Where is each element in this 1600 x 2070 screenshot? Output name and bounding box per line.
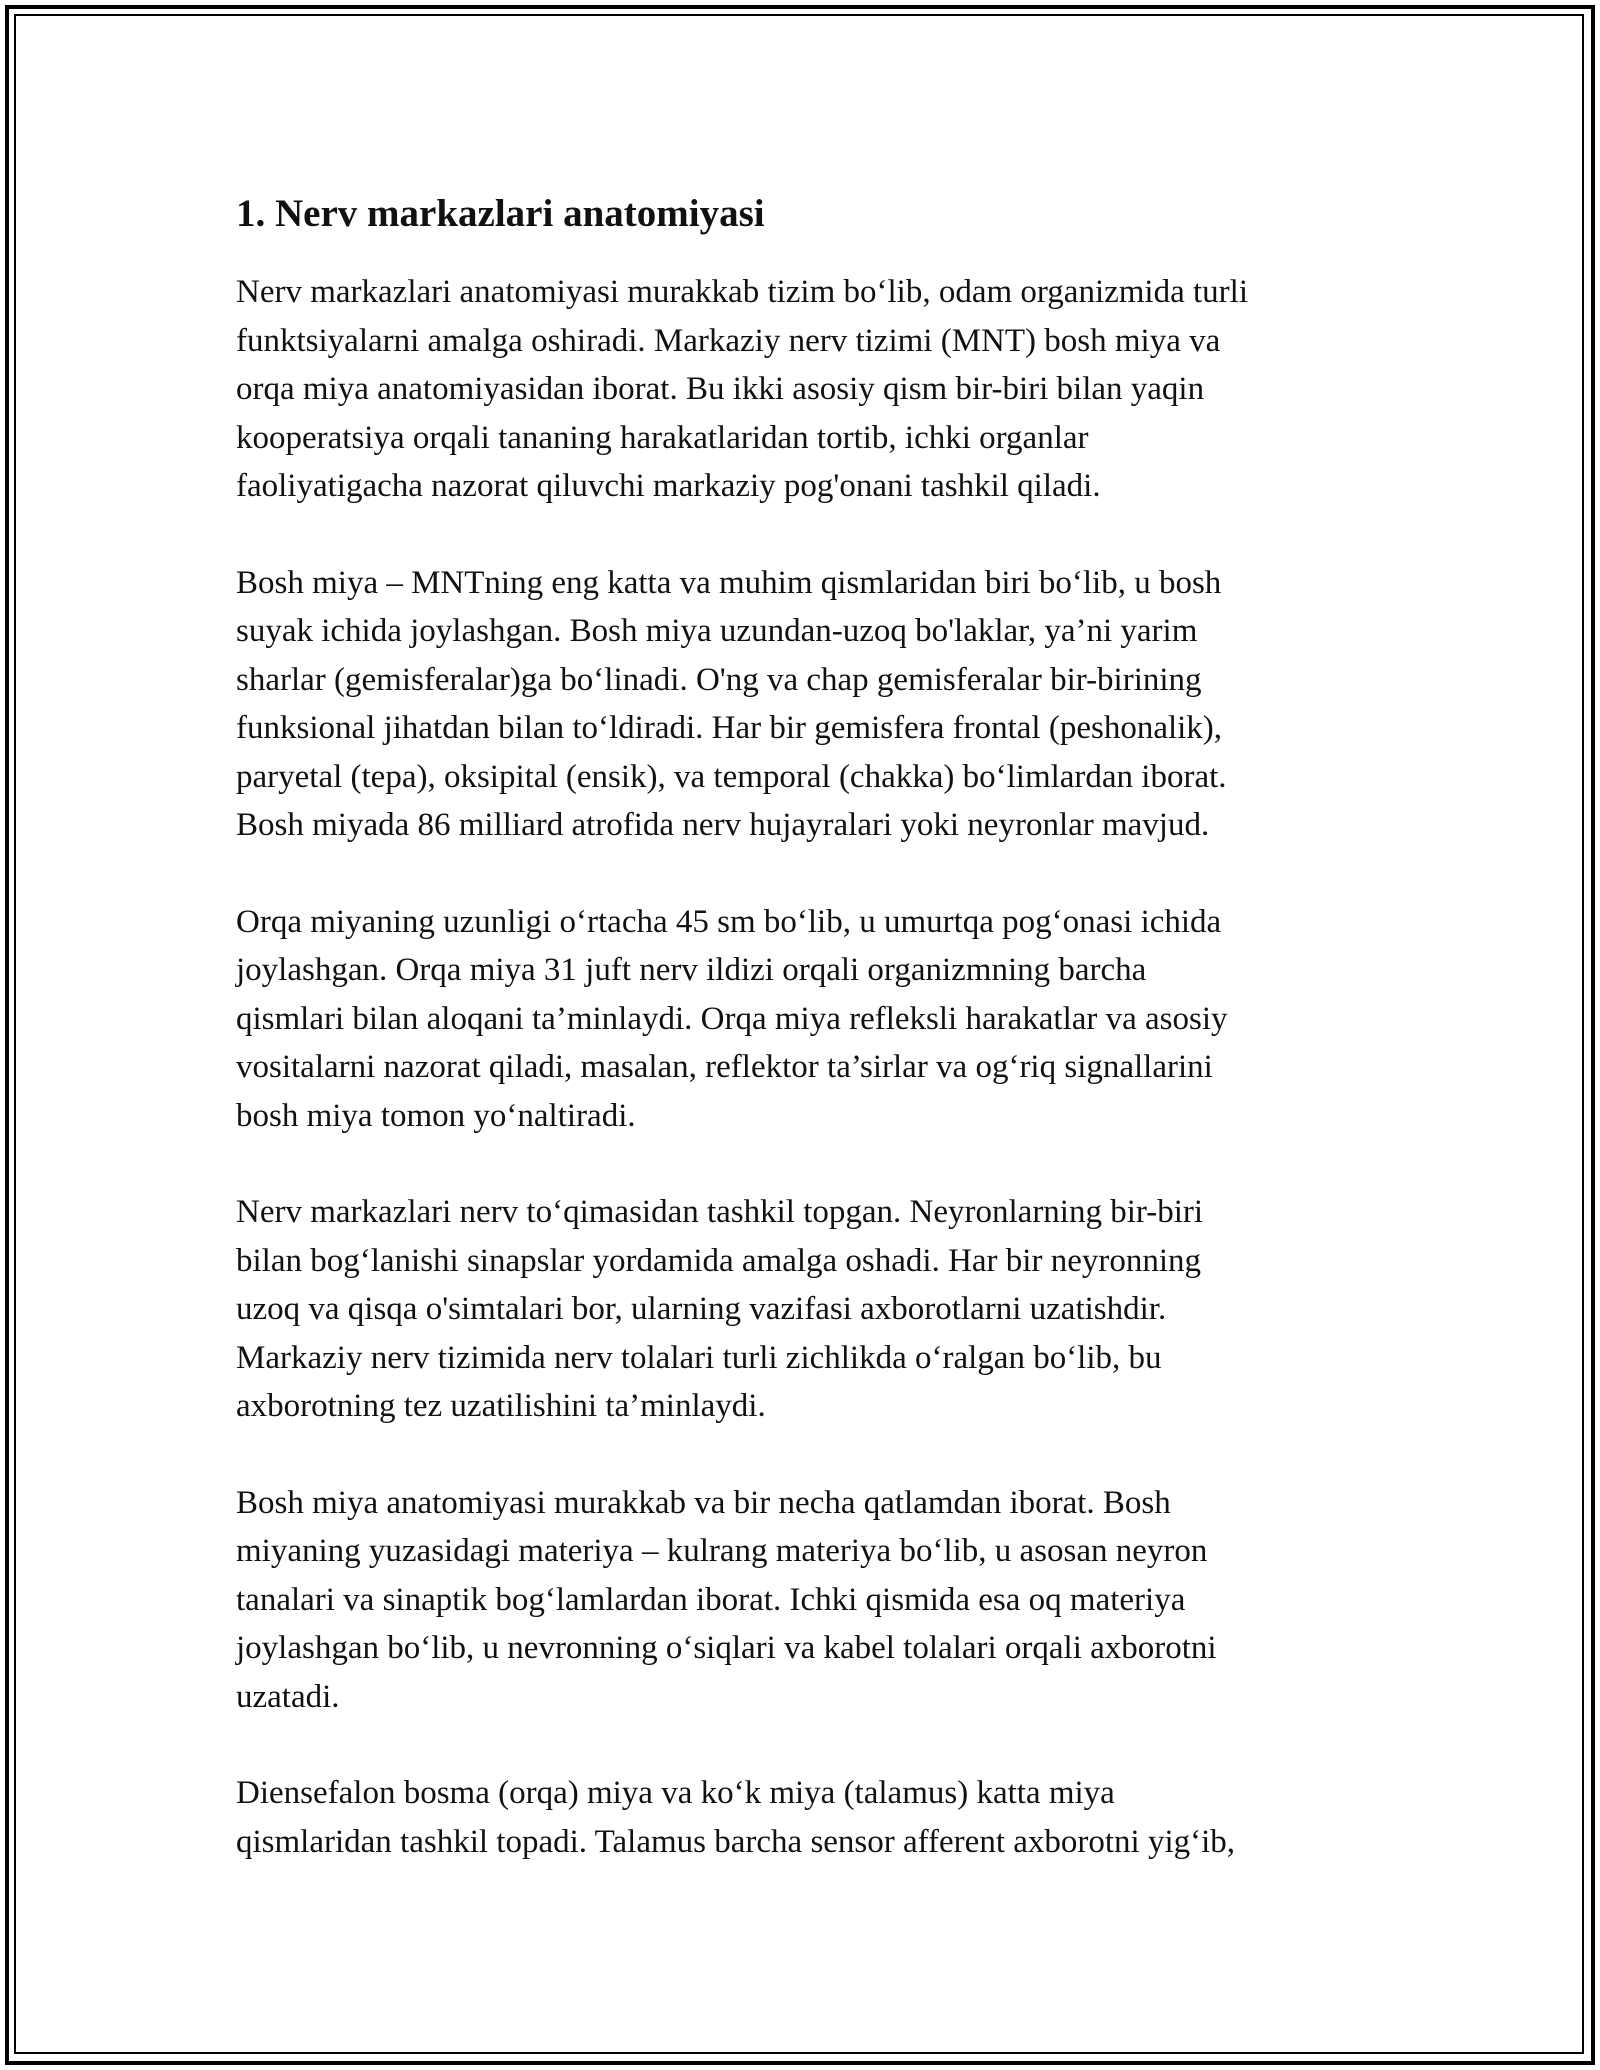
paragraph-line: bosh miya tomon yo‘naltiradi.: [236, 1097, 636, 1134]
paragraph-line: Markaziy nerv tizimida nerv tolalari turli zichlikda o‘ralgan bo‘lib, bu: [236, 1339, 1162, 1376]
paragraph-4: [236, 1188, 1386, 1431]
paragraph-line: qismlari bilan aloqani ta’minlaydi. Orqa miya refleksli harakatlar va asosiy: [236, 1000, 1228, 1037]
paragraph-line: Bosh miyada 86 milliard atrofida nerv hujayralari yoki neyronlar mavjud.: [236, 807, 1210, 843]
paragraph-line: axborotning tez uzatilishini ta’minlaydi.: [236, 1388, 766, 1424]
paragraph-line: Bosh miya – MNTning eng katta va muhim qismlaridan biri bo‘lib, u bosh: [236, 564, 1222, 601]
paragraph-5: [236, 1479, 1386, 1722]
paragraph-1: [236, 268, 1386, 511]
paragraph-line: qismlaridan tashkil topadi. Talamus barcha sensor afferent axborotni yig‘ib,: [236, 1823, 1236, 1860]
paragraph-line: vositalarni nazorat qiladi, masalan, reflektor ta’sirlar va og‘riq signallarini: [236, 1049, 1213, 1085]
paragraph-line: funktsiyalarni amalga oshiradi. Markaziy nerv tizimi (MNT) bosh miya va: [236, 322, 1221, 359]
paragraph-line: Nerv markazlari nerv to‘qimasidan tashkil topgan. Neyronlarning bir-biri: [236, 1194, 1204, 1230]
paragraph-line: orqa miya anatomiyasidan iborat. Bu ikki asosiy qism bir-biri bilan yaqin: [236, 371, 1205, 407]
paragraph-line: Orqa miyaning uzunligi o‘rtacha 45 sm bo‘lib, u umurtqa pog‘onasi ichida: [236, 903, 1222, 940]
paragraph-line: faoliyatigacha nazorat qiluvchi markaziy pog'onani tashkil qiladi.: [236, 468, 1101, 504]
paragraph-line: uzoq va qisqa o'simtalari bor, ularning vazifasi axborotlarni uzatishdir.: [236, 1291, 1167, 1327]
section-heading: 1. Nerv markazlari anatomiyasi: [236, 192, 765, 235]
paragraph-line: miyaning yuzasidagi materiya – kulrang materiya bo‘lib, u asosan neyron: [236, 1533, 1208, 1569]
paragraph-line: joylashgan. Orqa miya 31 juft nerv ildizi orqali organizmning barcha: [236, 952, 1147, 988]
paragraph-line: funksional jihatdan bilan to‘ldiradi. Har bir gemisfera frontal (peshonalik),: [236, 710, 1223, 746]
paragraph-line: bilan bog‘lanishi sinapslar yordamida amalga oshadi. Har bir neyronning: [236, 1242, 1202, 1279]
paragraph-line: Bosh miya anatomiyasi murakkab va bir necha qatlamdan iborat. Bosh: [236, 1484, 1171, 1521]
paragraph-line: Nerv markazlari anatomiyasi murakkab tizim bo‘lib, odam organizmida turli: [236, 274, 1248, 310]
paragraph-6: [236, 1769, 1386, 1866]
paragraph-line: Diensefalon bosma (orqa) miya va ko‘k miya (talamus) katta miya: [236, 1775, 1115, 1811]
paragraph-3: [236, 898, 1386, 1141]
paragraph-line: kooperatsiya orqali tananing harakatlaridan tortib, ichki organlar: [236, 419, 1089, 456]
paragraph-line: tanalari va sinaptik bog‘lamlardan iborat. Ichki qismida esa oq materiya: [236, 1581, 1186, 1618]
paragraph-line: suyak ichida joylashgan. Bosh miya uzundan-uzoq bo'laklar, ya’ni yarim: [236, 613, 1198, 649]
paragraph-line: sharlar (gemisferalar)ga bo‘linadi. O'ng va chap gemisferalar bir-birining: [236, 661, 1202, 698]
paragraph-line: joylashgan bo‘lib, u nevronning o‘siqlari va kabel tolalari orqali axborotni: [236, 1630, 1217, 1666]
paragraph-line: paryetal (tepa), oksipital (ensik), va temporal (chakka) bo‘limlardan iborat.: [236, 758, 1227, 795]
document-body: [236, 186, 1386, 1914]
paragraph-line: uzatadi.: [236, 1678, 340, 1715]
paragraph-2: [236, 559, 1386, 850]
